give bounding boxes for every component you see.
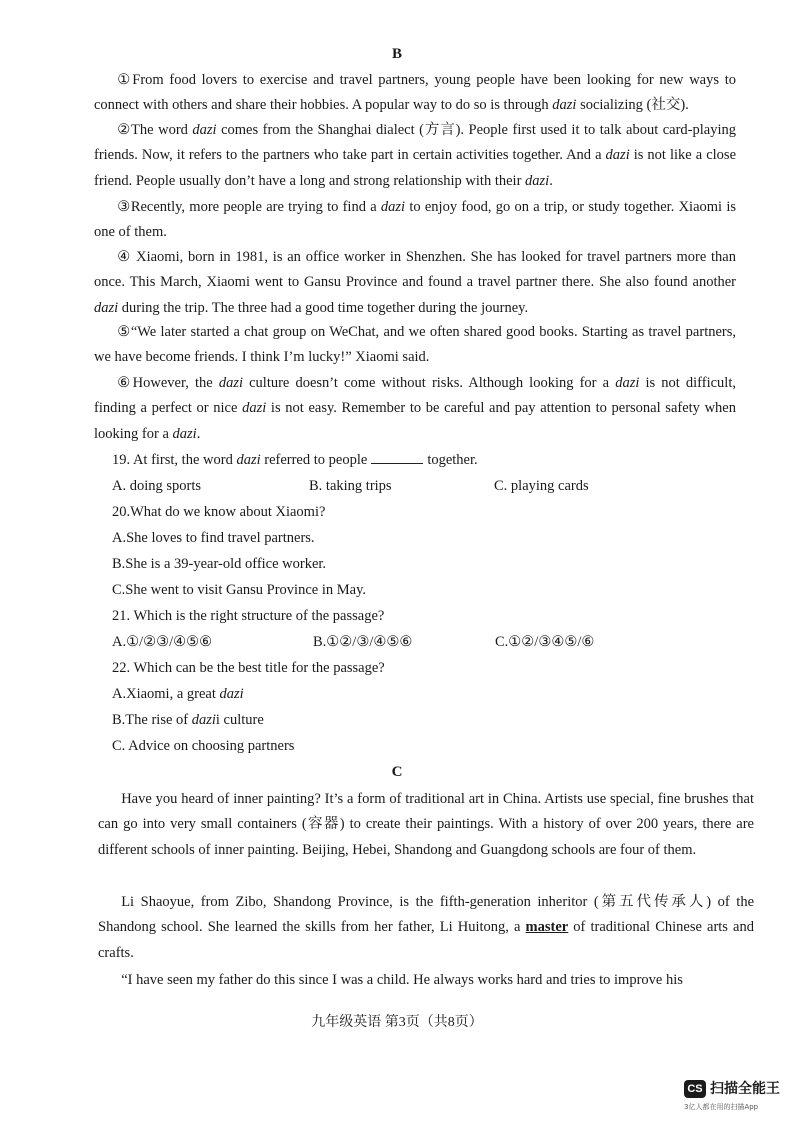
section-b-paragraph-3: ③Recently, more people are trying to find a dazi to enjoy food, go on a trip, or study together. Xiaomi is one of them.: [94, 199, 736, 241]
q22-option-a: A.Xiaomi, a great dazi: [112, 686, 244, 702]
section-c-heading: C: [391, 764, 403, 780]
section-b-paragraph-4: ④ Xiaomi, born in 1981, is an office worker in Shenzhen. She has looked for travel partners more than once. This March, Xiaomi went to Gansu Province and found a travel partner there. She also found another dazi during the trip. The three had a good time together during the journey.: [94, 249, 736, 316]
question-20: 20.What do we know about Xiaomi?: [112, 504, 326, 520]
section-c-paragraph-2: Li Shaoyue, from Zibo, Shandong Province, is the fifth-generation inheritor (第五代传承人) of the Shandong school. She learned the skills from her father, Li Huitong, a master of traditional Chinese arts and crafts.: [98, 894, 754, 961]
q19-option-a: A. doing sports: [112, 478, 202, 494]
section-b-paragraph-6: ⑥However, the dazi culture doesn’t come without risks. Although looking for a dazi is not difficult, finding a perfect or nice dazi is not easy. Remember to be careful and pay attention to personal safety when looking for a dazi.: [94, 375, 736, 442]
q20-option-c: C.She went to visit Gansu Province in May.: [112, 582, 366, 598]
q21-option-c: C.①②/③④⑤/⑥: [495, 634, 595, 650]
page-footer: 九年级英语 第3页（共8页）: [311, 1015, 483, 1030]
answer-blank: [371, 451, 423, 464]
question-21: 21. Which is the right structure of the passage?: [112, 608, 385, 624]
question-22: 22. Which can be the best title for the passage?: [112, 660, 385, 676]
q19-option-b: B. taking trips: [309, 478, 392, 494]
q21-option-b: B.①②/③/④⑤⑥: [313, 634, 413, 650]
section-b-paragraph-1: ①From food lovers to exercise and travel partners, young people have been looking for new ways to connect with others and share their hobbies. A popular way to do so is through dazi socializing (社交).: [94, 72, 736, 114]
q22-option-b: B.The rise of dazii culture: [112, 712, 264, 728]
watermark-name: 扫描全能王: [710, 1081, 780, 1097]
watermark-subtitle: 3亿人都在用的扫描App: [684, 1103, 759, 1111]
underlined-word-master: master: [525, 919, 569, 936]
q20-option-b: B.She is a 39-year-old office worker.: [112, 556, 327, 572]
q22-option-c: C. Advice on choosing partners: [112, 738, 295, 754]
section-b-heading: B: [391, 46, 402, 62]
section-c-paragraph-3: “I have seen my father do this since I was a child. He always works hard and tries to improve his: [121, 972, 683, 988]
section-b-paragraph-5: ⑤“We later started a chat group on WeChat, and we often shared good books. Starting as travel partners, we have become friends. I think I’m lucky!” Xiaomi said.: [94, 324, 736, 366]
section-c-paragraph-1: Have you heard of inner painting? It’s a form of traditional art in China. Artists use special, fine brushes that can go into very small containers (容器) to create their paintings. With a history of over 200 years, there are different schools of inner painting. Beijing, Hebei, Shandong and Guangdong schools are four of them.: [98, 791, 754, 858]
question-19: 19. At first, the word dazi referred to people together.: [112, 452, 478, 468]
q20-option-a: A.She loves to find travel partners.: [112, 530, 315, 546]
camscanner-logo-icon: CS: [684, 1080, 706, 1098]
q21-option-a: A.①/②③/④⑤⑥: [112, 634, 213, 650]
scanner-watermark: [684, 1080, 784, 1116]
q19-option-c: C. playing cards: [494, 478, 589, 494]
section-b-paragraph-2: ②The word dazi comes from the Shanghai dialect (方言). People first used it to talk about card-playing friends. Now, it refers to the partners who take part in certain activities together. And a dazi is not like a close friend. People usually don’t have a long and strong relationship with their dazi.: [94, 122, 737, 189]
